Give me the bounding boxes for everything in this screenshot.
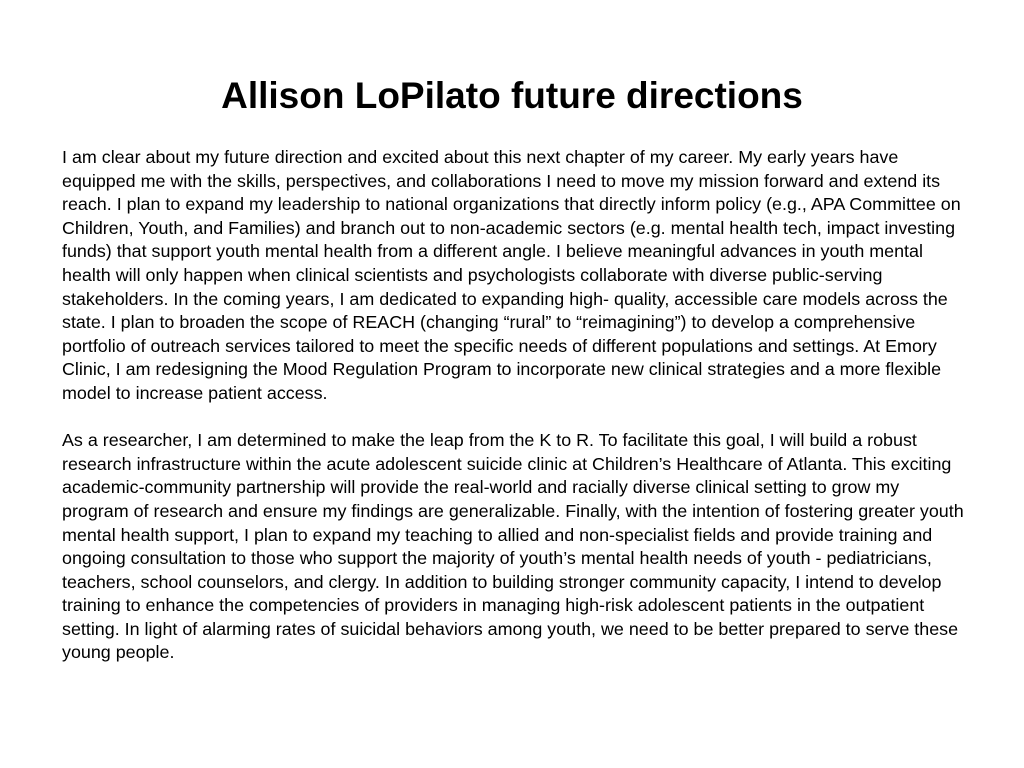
slide-title: Allison LoPilato future directions <box>221 75 803 116</box>
body-paragraph-1: I am clear about my future direction and excited about this next chapter of my career. My early years have equipped me with the skills, perspectives, and collaborations I need to move my mission forward and extend its reach. I plan to expand my leadership to national organizations that directly inform policy (e.g., APA Committee on Children, Youth, and Families) and branch out to non-academic sectors (e.g. mental health tech, impact investing funds) that support youth mental health from a different angle. I believe meaningful advances in youth mental health will only happen when clinical scientists and psychologists collaborate with diverse public-serving stakeholders. In the coming years, I am dedicated to expanding high- quality, accessible care models across the state. I plan to broaden the scope of REACH (changing “rural” to “reimagining”) to develop a comprehensive portfolio of outreach services tailored to meet the specific needs of different populations and settings. At Emory Clinic, I am redesigning the Mood Regulation Program to incorporate new clinical strategies and a more flexible model to increase patient access. <box>62 147 961 403</box>
body-paragraph-2: As a researcher, I am determined to make the leap from the K to R. To facilitate this goal, I will build a robust research infrastructure within the acute adolescent suicide clinic at Children’s Healthcare of Atlanta. This exciting academic-community partnership will provide the real-world and racially diverse clinical setting to grow my program of research and ensure my findings are generalizable. Finally, with the intention of fostering greater youth mental health support, I plan to expand my teaching to allied and non-specialist fields and provide training and ongoing consultation to those who support the majority of youth’s mental health needs of youth - pediatricians, teachers, school counselors, and clergy. In addition to building stronger community capacity, I intend to develop training to enhance the competencies of providers in managing high-risk adolescent patients in the outpatient setting. In light of alarming rates of suicidal behaviors among youth, we need to be better prepared to serve these young people. <box>62 430 964 663</box>
slide-body <box>62 146 967 665</box>
